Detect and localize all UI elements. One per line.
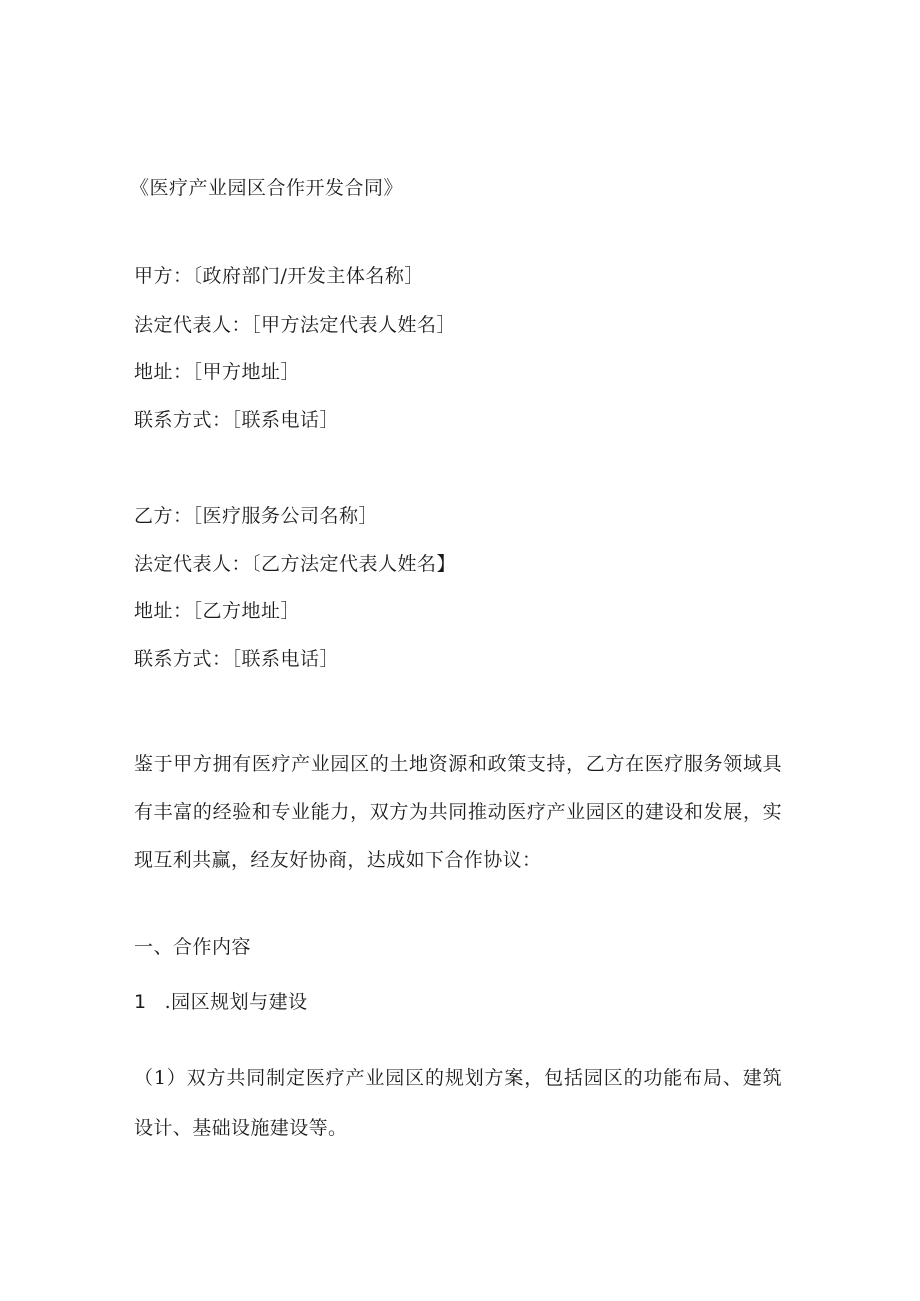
party-a-address: 地址：［甲方地址］ xyxy=(134,361,301,383)
party-a-representative: 法定代表人：［甲方法定代表人姓名］ xyxy=(134,314,457,336)
intro-paragraph: 鉴于甲方拥有医疗产业园区的土地资源和政策支持，乙方在医疗服务领域具有丰富的经验和专业能力，双方为共同推动医疗产业园区的建设和发展，实现互利共赢，经友好协商，达成如下合作协议： xyxy=(134,753,782,871)
party-a-name: 甲方：〔政府部门/开发主体名称］ xyxy=(134,265,424,287)
party-b-name: 乙方：［医疗服务公司名称］ xyxy=(134,505,379,527)
subsection-heading xyxy=(134,990,308,1014)
party-b-representative: 法定代表人：〔乙方法定代表人姓名】 xyxy=(134,553,457,575)
party-b-contact: 联系方式：［联系电话］ xyxy=(134,648,340,670)
party-b-address: 地址：［乙方地址］ xyxy=(134,600,301,622)
subsection-number: 1 xyxy=(134,991,147,1013)
party-a-contact: 联系方式：［联系电话］ xyxy=(134,409,340,431)
document-title: 《医疗产业园区合作开发合同》 xyxy=(130,177,404,199)
subsection-title: .园区规划与建设 xyxy=(164,991,308,1013)
clause-item: （1）双方共同制定医疗产业园区的规划方案，包括园区的功能布局、建筑设计、基础设施建设等。 xyxy=(134,1067,782,1139)
section-heading: 一、合作内容 xyxy=(134,936,252,958)
